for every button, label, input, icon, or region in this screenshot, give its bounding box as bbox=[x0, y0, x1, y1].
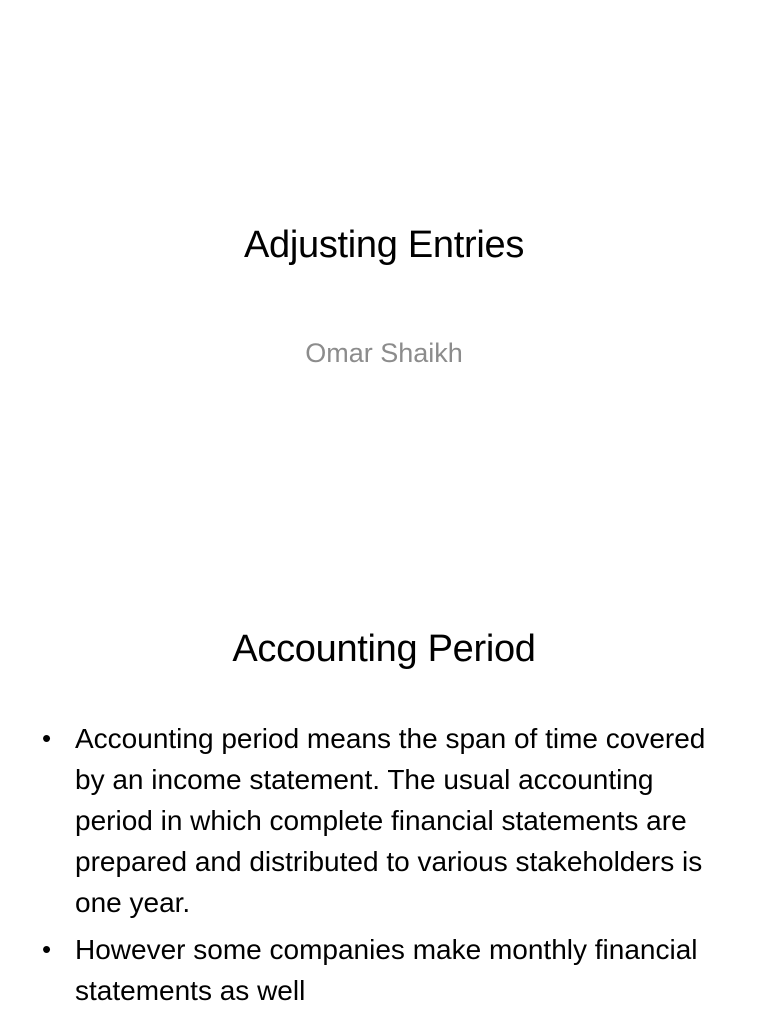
bullet-item bbox=[40, 718, 720, 923]
bullet-text: Accounting period means the span of time covered by an income statement. The usual accounting period in which complete financial statements are prepared and distributed to various stakeholders is one year. bbox=[75, 723, 706, 918]
slide-title: Accounting Period bbox=[232, 628, 536, 670]
bullet-icon: • bbox=[42, 934, 52, 964]
bullet-list bbox=[40, 718, 720, 1017]
bullet-item bbox=[40, 929, 720, 1011]
bullet-icon: • bbox=[42, 723, 52, 753]
presentation-author: Omar Shaikh bbox=[305, 338, 463, 368]
content-slide bbox=[0, 576, 768, 1024]
presentation-title: Adjusting Entries bbox=[243, 224, 525, 266]
bullet-text: However some companies make monthly financial statements as well bbox=[75, 934, 698, 1006]
